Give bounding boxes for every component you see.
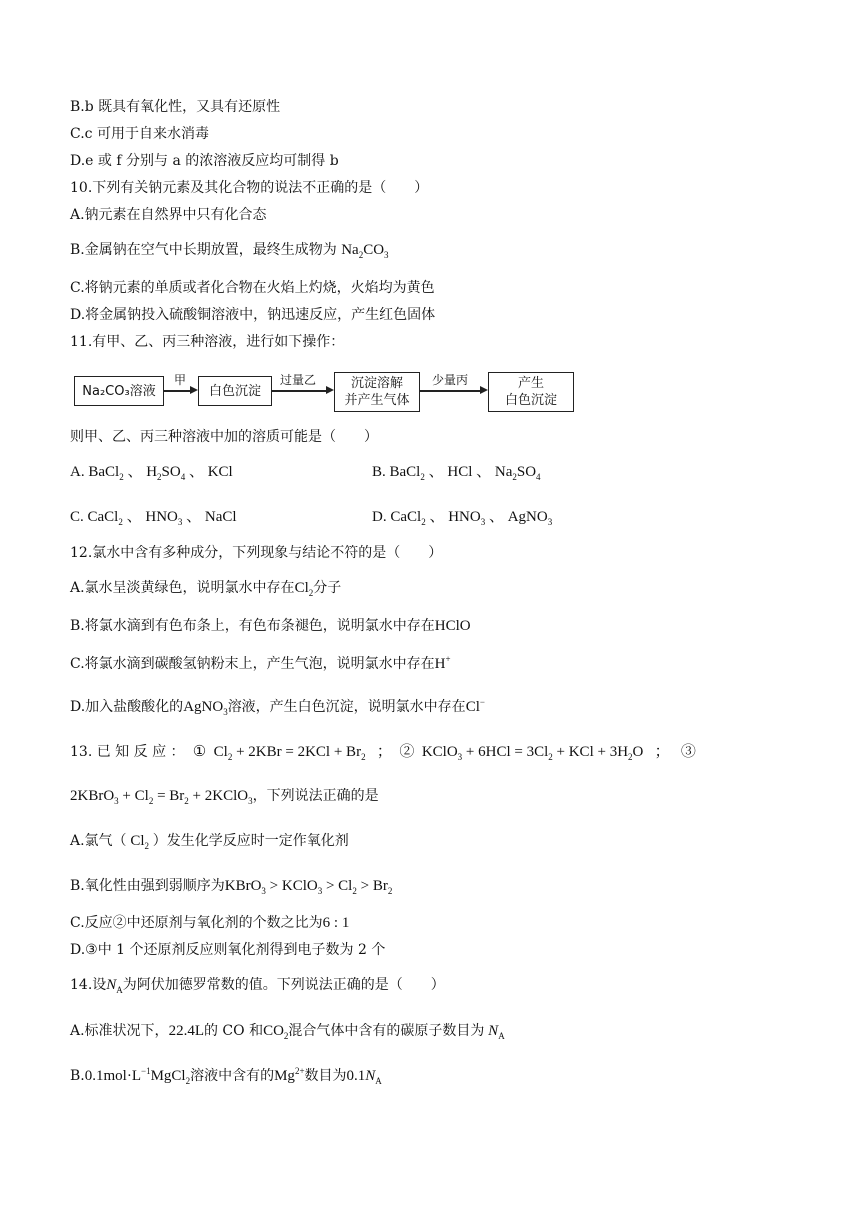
q11-flow-diagram: [70, 365, 590, 427]
formula-co2: $CO_2$: [263, 1023, 289, 1041]
symbol-na: $N_A$: [106, 977, 123, 995]
q10-option-d: D.将金属钠投入硫酸铜溶液中，钠迅速反应，产生红色固体: [70, 307, 436, 323]
flow-arrow-2: [272, 390, 328, 392]
value-0-1na: $0.1N_A$: [346, 1068, 382, 1086]
formula-cl2: $Cl_2$: [126, 833, 149, 851]
q12-option-d: D.加入盐酸酸化的AgNO$_3$溶液，产生白色沉淀，说明氯水中存在Cl−: [70, 697, 485, 717]
oxidizing-order: KBrO$_3$ > KClO$_3$ > $Cl_2 > Br_2$: [224, 878, 393, 896]
flow-arrow-2-label: 过量乙: [280, 373, 317, 387]
symbol-na: $N_A$: [488, 1023, 505, 1041]
q13-stem-line2: 2KBrO$_3$ + $Cl_2 = Br_2$ + 2KClO$_3$，下列说法正确的是: [70, 788, 379, 806]
volume-22-4l: 22.4L: [168, 1023, 204, 1039]
formula-agno3: AgNO$_3$: [183, 699, 228, 717]
flow-box-dissolve-gas: [334, 372, 420, 412]
flow-box-na2co3: Na₂CO₃溶液: [74, 376, 164, 406]
q11-stem: 11.有甲、乙、丙三种溶液，进行如下操作：: [70, 334, 345, 350]
q9-option-c: C.c 可用于自来水消毒: [70, 126, 209, 142]
flow-box-4-line2: 白色沉淀: [504, 393, 557, 408]
arrow-head-icon: [190, 386, 198, 394]
q12-stem: 12.氯水中含有多种成分，下列现象与结论不符的是（ ）: [70, 545, 443, 561]
formula-mgcl2-conc: $0.1mol\cdot L^{-1}MgCl_2$: [84, 1066, 191, 1086]
q13-stem-line1: 13. 已 知 反 应 ： ① $Cl_2 + 2KBr = 2KCl + Br_2$ ； ② KClO$_3$ + $6HCl = 3Cl_2$ + KCl + $3H_2O$ ； ③: [70, 744, 696, 762]
flow-box-3-line1: 沉淀溶解: [350, 376, 403, 391]
formula-hclo: HClO: [434, 618, 471, 634]
q13-option-d: D.③中 1 个还原剂反应则氧化剂得到电子数为 2 个: [70, 942, 386, 958]
q12-option-c: C.将氯水滴到碳酸氢钠粉末上，产生气泡，说明氯水中存在H+: [70, 654, 451, 672]
ratio: 6 : 1: [322, 915, 350, 931]
q10-option-c: C.将钠元素的单质或者化合物在火焰上灼烧，火焰均为黄色: [70, 280, 435, 296]
q12-option-b: B.将氯水滴到有色布条上，有色布条褪色，说明氯水中存在HClO: [70, 618, 471, 634]
flow-box-4-line1: 产生: [517, 376, 544, 391]
formula-mg-ion: $Mg^{2+}$: [274, 1066, 305, 1084]
q12-option-a: A.氯水呈淡黄绿色，说明氯水中存在$Cl_2$分子: [70, 580, 342, 598]
formula-h-plus: H+: [434, 654, 451, 672]
q9-option-d: D.e 或 f 分别与 a 的浓溶液反应均可制得 b: [70, 153, 339, 169]
flow-arrow-1-label: 甲: [174, 373, 187, 387]
q10-option-a: A.钠元素在自然界中只有化合态: [70, 207, 267, 223]
flow-box-3-line2: 并产生气体: [344, 393, 410, 408]
q13-option-a: A.氯气（ $Cl_2$ ）发生化学反应时一定作氧化剂: [70, 833, 349, 851]
q14-option-b: $B.0.1mol\cdot L^{-1}MgCl_2$溶液中含有的$Mg^{2+}$数目为$0.1N_A$: [70, 1066, 382, 1086]
q11-option-a: A. BaCl$_2$ 、 $H_2SO_4$ 、 KCl: [70, 464, 233, 482]
q14-option-a: A.标准状况下，22.4L的 CO 和$CO_2$混合气体中含有的碳原子数目为 $N_A$: [70, 1023, 505, 1041]
flow-box-white-precipitate: 白色沉淀: [198, 376, 272, 406]
flow-arrow-1: [164, 390, 192, 392]
flow-box-white-precipitate-2: [488, 372, 574, 412]
q13-option-b: B.氧化性由强到弱顺序为KBrO$_3$ > KClO$_3$ > $Cl_2 > Br_2$: [70, 878, 393, 896]
q13-option-c: C.反应②中还原剂与氧化剂的个数之比为6 : 1: [70, 915, 350, 931]
q11-option-b: B. BaCl$_2$ 、 HCl 、 $Na_2SO_4$: [372, 464, 541, 482]
q11-option-d: D. CaCl$_2$ 、 $HNO_3$ 、 AgNO$_3$: [372, 509, 553, 527]
reaction-3: 2KBrO$_3$ + $Cl_2 = Br_2$ + 2KClO$_3$: [70, 788, 253, 806]
formula-na2co3: $Na_2CO_3$: [341, 242, 389, 260]
q10-option-b: [70, 240, 389, 260]
arrow-head-icon: [480, 386, 488, 394]
formula-cl-minus: Cl−: [465, 697, 485, 715]
arrow-head-icon: [326, 386, 334, 394]
q14-stem: 14.设$N_A$为阿伏加德罗常数的值。下列说法正确的是（ ）: [70, 977, 445, 995]
q10-stem: 10.下列有关钠元素及其化合物的说法不正确的是（ ）: [70, 180, 429, 196]
reaction-1: ① $Cl_2 + 2KBr = 2KCl + Br_2$ ； ② KClO$_3$ + $6HCl = 3Cl_2$ + KCl + $3H_2O$ ； ③: [188, 744, 696, 762]
q9-option-b: B.b 既具有氧化性，又具有还原性: [70, 99, 281, 115]
q11-option-c: C. CaCl$_2$ 、 $HNO_3$ 、 NaCl: [70, 509, 237, 527]
flow-arrow-3: [420, 390, 482, 392]
q11-question: 则甲、乙、丙三种溶液中加的溶质可能是（ ）: [70, 429, 378, 445]
flow-arrow-3-label: 少量丙: [432, 373, 469, 387]
q10-option-b-text: B.金属钠在空气中长期放置，最终生成物为: [70, 242, 342, 258]
formula-cl2: $Cl_2$: [294, 580, 314, 598]
